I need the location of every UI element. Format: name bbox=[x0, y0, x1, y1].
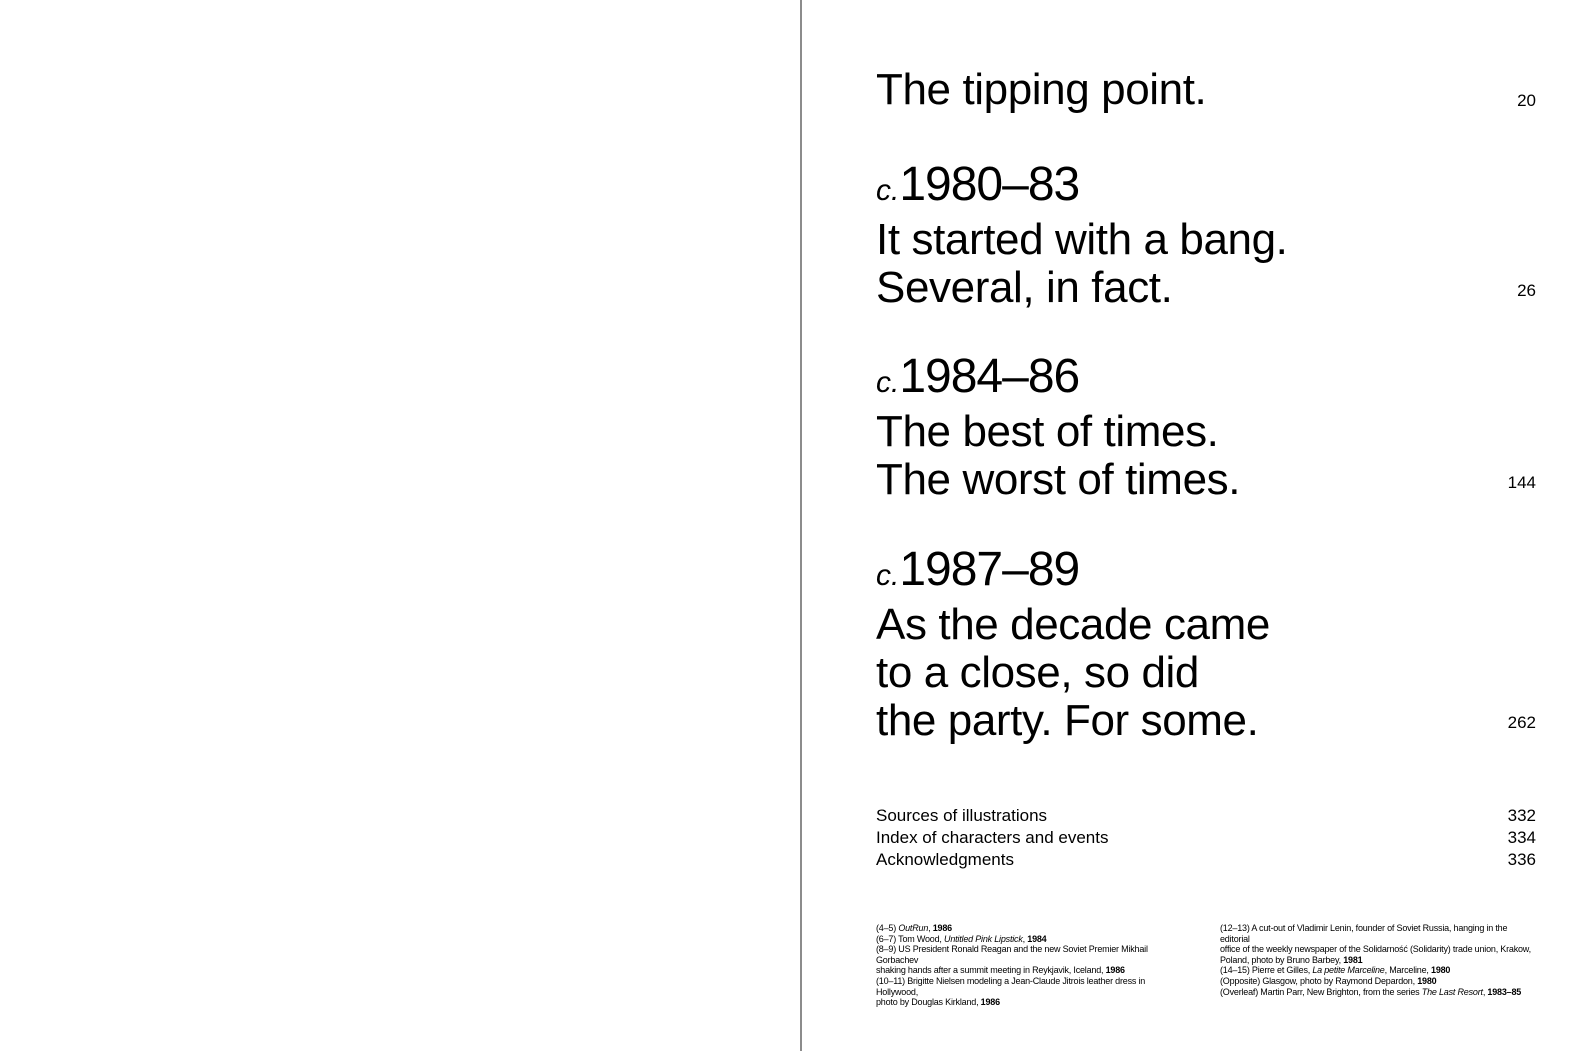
caption-text: 1980 bbox=[1431, 965, 1451, 976]
back-matter-label: Sources of illustrations bbox=[876, 806, 1048, 825]
caption-line bbox=[876, 934, 1186, 945]
toc-entry-1984-86 bbox=[876, 352, 1536, 504]
caption-text: (Overleaf) Martin Parr, New Brighton, from the series bbox=[1220, 986, 1422, 997]
toc-title-line: to a close, so did bbox=[876, 648, 1199, 697]
back-matter-list bbox=[876, 805, 1536, 871]
caption-line bbox=[876, 997, 1186, 1008]
caption-text: photo by Douglas Kirkland, bbox=[876, 997, 981, 1008]
back-matter-item bbox=[876, 849, 1536, 871]
era-years: 1980–83 bbox=[899, 158, 1080, 211]
era-prefix: c. bbox=[876, 559, 900, 592]
caption-text: , bbox=[1022, 933, 1028, 944]
back-matter-page: 332 bbox=[1507, 806, 1536, 825]
caption-text: , bbox=[928, 923, 933, 933]
back-matter-label: Index of characters and events bbox=[876, 828, 1109, 847]
toc-page-number: 262 bbox=[1507, 713, 1536, 732]
toc-era-heading bbox=[876, 160, 1536, 216]
caption-text: (4–5) bbox=[876, 923, 899, 933]
era-prefix: c. bbox=[876, 366, 900, 399]
caption-text: Poland, photo by Bruno Barbey, bbox=[1220, 954, 1344, 965]
caption-text: (12–13) A cut-out of Vladimir Lenin, founder of Soviet Russia, hanging in the editorial bbox=[1220, 923, 1508, 944]
back-matter-page: 334 bbox=[1507, 828, 1536, 847]
era-prefix: c. bbox=[876, 174, 900, 207]
toc-entry-title bbox=[876, 601, 1536, 745]
caption-text: (6–7) Tom Wood, bbox=[876, 933, 945, 944]
caption-text: 1983–85 bbox=[1487, 986, 1522, 997]
caption-text: 1984 bbox=[1027, 933, 1047, 944]
toc-title-line: The tipping point. bbox=[876, 65, 1207, 114]
caption-line bbox=[1220, 955, 1538, 966]
back-matter-label: Acknowledgments bbox=[876, 850, 1014, 869]
caption-line bbox=[1220, 987, 1538, 998]
caption-text: 1981 bbox=[1343, 954, 1363, 965]
caption-text: La petite Marceline bbox=[1312, 965, 1385, 976]
caption-line bbox=[876, 965, 1186, 976]
caption-text: 1986 bbox=[932, 923, 952, 933]
caption-text: Untitled Pink Lipstick bbox=[944, 933, 1023, 944]
caption-line bbox=[1220, 923, 1538, 944]
back-matter-page: 336 bbox=[1507, 850, 1536, 869]
toc-era-heading bbox=[876, 352, 1536, 408]
caption-text: 1980 bbox=[1417, 975, 1437, 986]
image-captions-right bbox=[1220, 923, 1538, 997]
caption-text: 1986 bbox=[1105, 965, 1125, 976]
toc-title-line: Several, in fact. bbox=[876, 263, 1173, 312]
caption-line bbox=[1220, 965, 1538, 976]
caption-line bbox=[876, 944, 1186, 965]
toc-page-number: 26 bbox=[1517, 281, 1536, 300]
caption-line bbox=[1220, 944, 1538, 955]
caption-line bbox=[1220, 976, 1538, 987]
toc-title-line: As the decade came bbox=[876, 600, 1270, 649]
toc-title-line: The best of times. bbox=[876, 407, 1219, 456]
toc-page-number: 144 bbox=[1507, 473, 1536, 492]
caption-text: (Opposite) Glasgow, photo by Raymond Depardon, bbox=[1220, 975, 1418, 986]
toc-entry-title bbox=[876, 66, 1536, 114]
era-years: 1987–89 bbox=[899, 543, 1080, 596]
caption-text: OutRun bbox=[898, 923, 929, 933]
caption-text: 1986 bbox=[980, 997, 1000, 1008]
caption-text: The Last Resort bbox=[1421, 986, 1483, 997]
caption-line bbox=[876, 976, 1186, 997]
caption-text: , Marceline, bbox=[1384, 965, 1432, 976]
toc-page-number: 20 bbox=[1517, 91, 1536, 110]
toc-entry-title bbox=[876, 216, 1536, 312]
toc-era-heading bbox=[876, 545, 1536, 601]
caption-text: shaking hands after a summit meeting in Reykjavik, Iceland, bbox=[876, 965, 1106, 976]
era-years: 1984–86 bbox=[899, 350, 1080, 403]
caption-text: (14–15) Pierre et Gilles, bbox=[1220, 965, 1313, 976]
back-matter-item bbox=[876, 805, 1536, 827]
caption-text: (10–11) Brigitte Nielsen modeling a Jean-Claude Jitrois leather dress in Hollywood, bbox=[876, 975, 1146, 997]
toc-title-line: the party. For some. bbox=[876, 696, 1259, 745]
toc-entry-intro bbox=[876, 66, 1536, 114]
image-captions-left bbox=[876, 923, 1186, 1008]
toc-entry-1980-83 bbox=[876, 160, 1536, 312]
toc-entry-1987-89 bbox=[876, 545, 1536, 745]
toc-entry-title bbox=[876, 408, 1536, 504]
caption-text: , bbox=[1482, 986, 1488, 997]
toc-title-line: It started with a bang. bbox=[876, 215, 1288, 264]
back-matter-item bbox=[876, 827, 1536, 849]
caption-text: office of the weekly newspaper of the Solidarność (Solidarity) trade union, Krakow, bbox=[1220, 944, 1531, 955]
toc-title-line: The worst of times. bbox=[876, 455, 1241, 504]
caption-line bbox=[876, 923, 1186, 934]
caption-text: (8–9) US President Ronald Reagan and the new Soviet Premier Mikhail Gorbachev bbox=[876, 944, 1148, 965]
